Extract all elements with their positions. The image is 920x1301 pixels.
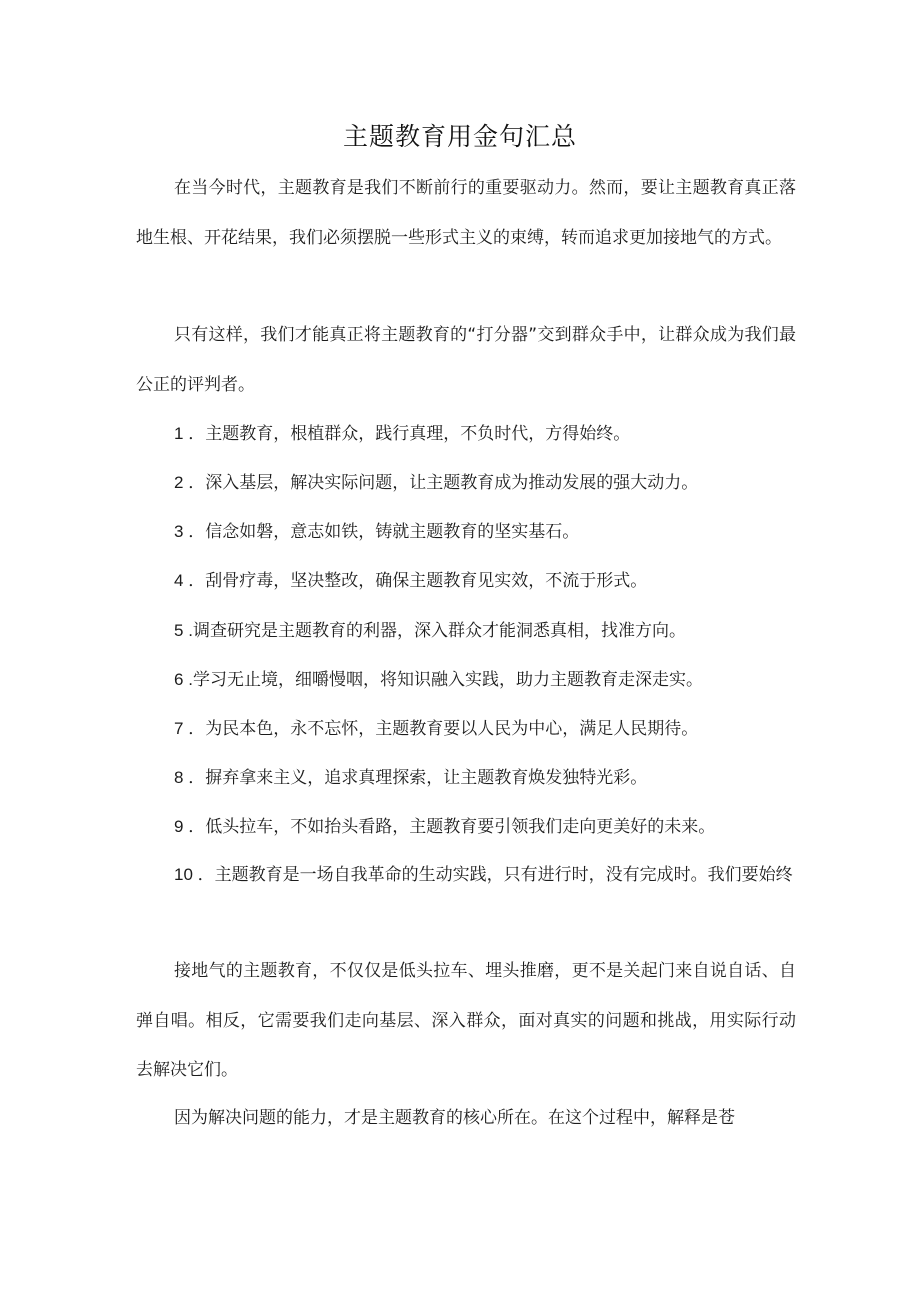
list-item-4 (136, 556, 796, 607)
list-item-number: 7 ． (174, 719, 206, 738)
list-item-text: 调查研究是主题教育的利器，深入群众才能洞悉真相，找准方向。 (193, 621, 686, 641)
list-item-9 (136, 802, 796, 853)
list-item-text: 主题教育，根植群众，践行真理，不负时代，方得始终。 (205, 424, 631, 444)
list-item-7 (136, 704, 796, 755)
list-item-number: 3 ． (174, 522, 206, 541)
list-item-text: 为民本色，永不忘怀，主题教育要以人民为中心，满足人民期待。 (205, 719, 699, 739)
list-item-10 (136, 850, 796, 901)
list-item-number: 4 ． (174, 571, 206, 590)
list-item-3 (136, 507, 796, 558)
list-item-8 (136, 753, 796, 804)
closing-paragraph-1: 接地气的主题教育，不仅仅是低头拉车、埋头推磨，更不是关起门来自说自话、自弹自唱。相反，它需要我们走向基层、深入群众，面对真实的问题和挑战，用实际行动去解决它们。 (136, 961, 796, 1080)
list-item-number: 10 ． (174, 865, 215, 884)
list-item-number: 2 ． (174, 473, 206, 492)
list-item-text: 信念如磐，意志如铁，铸就主题教育的坚实基石。 (205, 522, 580, 542)
list-item-text: 刮骨疗毒，坚决整改，确保主题教育见实效，不流于形式。 (205, 571, 648, 591)
list-item-text: 低头拉车，不如抬头看路，主题教育要引领我们走向更美好的未来。 (205, 817, 716, 837)
list-item-5 (136, 606, 796, 657)
closing-paragraph-2: 因为解决问题的能力，才是主题教育的核心所在。在这个过程中，解释是苍 (174, 1108, 735, 1128)
list-item-text: 主题教育是一场自我革命的生动实践，只有进行时，没有完成时。我们要始终 (214, 865, 793, 885)
document-title: 主题教育用金句汇总 (342, 122, 577, 151)
list-item-2 (136, 458, 796, 509)
list-item-1 (136, 409, 796, 460)
list-item-6 (136, 655, 796, 706)
list-item-number: 9 ． (174, 817, 206, 836)
list-item-number: 5 . (174, 621, 193, 640)
list-item-number: 8 ． (174, 768, 206, 787)
intro-paragraph-1: 在当今时代，主题教育是我们不断前行的重要驱动力。然而，要让主题教育真正落地生根、开花结果，我们必须摆脱一些形式主义的束缚，转而追求更加接地气的方式。 (136, 178, 796, 248)
list-item-text: 深入基层，解决实际问题，让主题教育成为推动发展的强大动力。 (205, 473, 699, 493)
list-item-text: 学习无止境，细嚼慢咽，将知识融入实践，助力主题教育走深走实。 (193, 670, 703, 690)
intro-paragraph-2: 只有这样，我们才能真正将主题教育的“打分器”交到群众手中，让群众成为我们最公正的评判者。 (136, 325, 796, 395)
list-item-text: 摒弃拿来主义，追求真理探索，让主题教育焕发独特光彩。 (205, 768, 648, 788)
list-item-number: 1 ． (174, 424, 206, 443)
list-item-number: 6 . (174, 670, 193, 689)
